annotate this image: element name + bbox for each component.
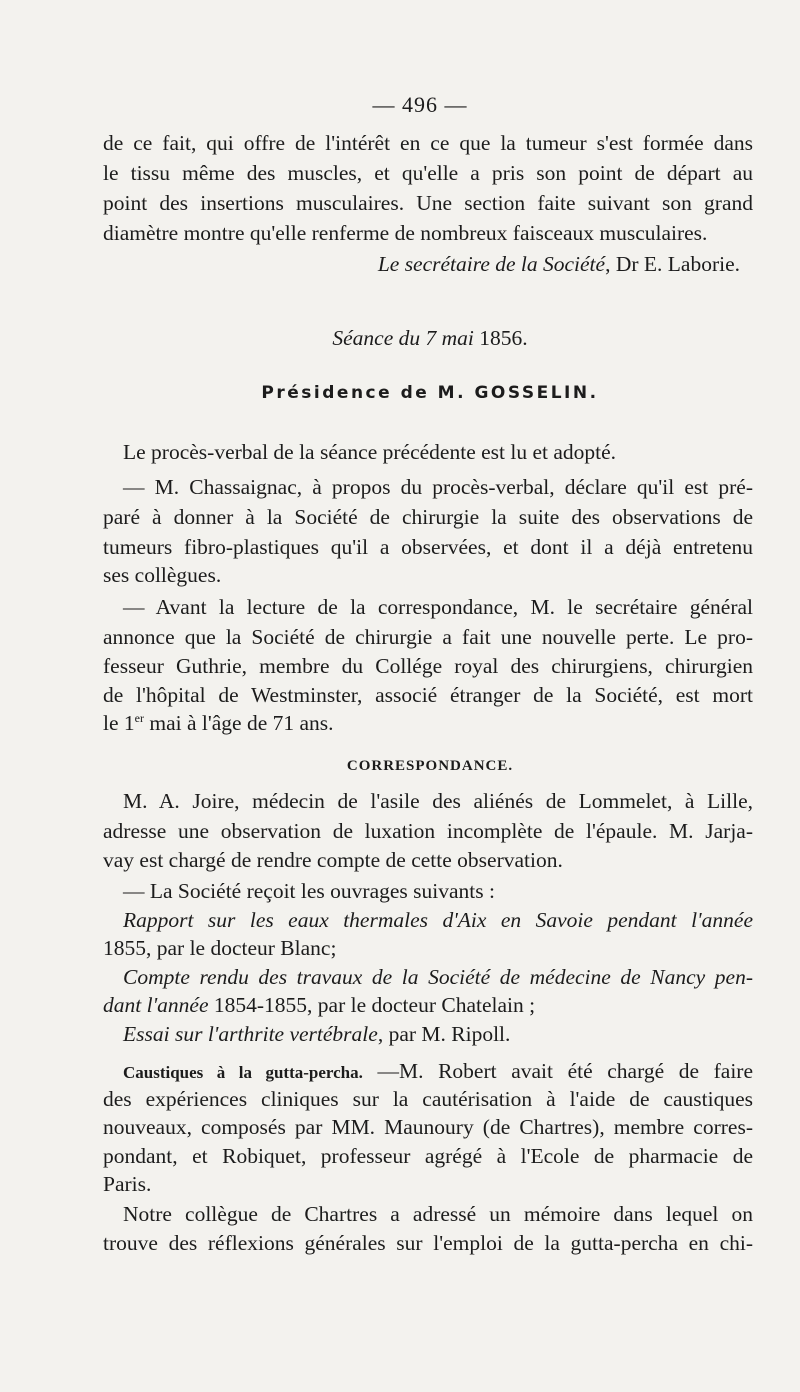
text-line: des expériences cliniques sur la cautérisation à l'aide de caustiques	[103, 1087, 753, 1111]
book-title: Rapport sur les eaux thermales d'Aix en Savoie pendant l'année	[123, 908, 753, 932]
signature-name: , Dr E. Laborie.	[605, 252, 740, 276]
text-line: Notre collègue de Chartres a adressé un mémoire dans lequel on	[123, 1202, 753, 1226]
section-run-in-heading: Caustiques à la gutta-percha.	[123, 1063, 363, 1082]
text-line	[103, 708, 753, 738]
presidence-heading: Présidence de M. GOSSELIN.	[261, 383, 599, 403]
superscript: er	[134, 710, 144, 725]
text-line: de l'hôpital de Westminster, associé étranger de la Société, est mort	[103, 683, 753, 707]
text-fragment: 1854-1855, par le docteur Chatelain ;	[208, 993, 536, 1017]
book-title: Compte rendu des travaux de la Société de médecine de Nancy pen-	[123, 965, 753, 989]
text-line	[123, 962, 753, 992]
text-line: le tissu même des muscles, et qu'elle a pris son point de départ au	[103, 161, 753, 185]
text-line: tumeurs fibro-plastiques qu'il a observées, et dont il a déjà entretenu	[103, 535, 753, 559]
text-line: — La Société reçoit les ouvrages suivants :	[123, 879, 495, 903]
text-line: — M. Chassaignac, à propos du procès-verbal, déclare qu'il est pré-	[123, 475, 753, 499]
text-line: point des insertions musculaires. Une section faite suivant son grand	[103, 191, 753, 215]
text-line: pondant, et Robiquet, professeur agrégé à l'Ecole de pharmacie de	[103, 1144, 753, 1168]
seance-title	[0, 323, 800, 353]
book-title: Essai sur l'arthrite vertébrale	[123, 1022, 378, 1046]
text-line: Le procès-verbal de la séance précédente est lu et adopté.	[123, 440, 617, 464]
text-fragment: le 1	[103, 711, 135, 735]
signature-role: Le secrétaire de la Société	[377, 252, 606, 276]
text-line: vay est chargé de rendre compte de cette observation.	[103, 848, 563, 872]
text-fragment: mai à l'âge de 71 ans.	[143, 711, 334, 735]
text-line: Paris.	[103, 1172, 152, 1196]
text-line: M. A. Joire, médecin de l'asile des aliénés de Lommelet, à Lille,	[123, 789, 753, 813]
book-title: dant l'année	[103, 993, 209, 1017]
text-line	[103, 990, 753, 1020]
text-line: de ce fait, qui offre de l'intérêt en ce que la tumeur s'est formée dans	[103, 131, 753, 155]
text-line: fesseur Guthrie, membre du Collége royal des chirurgiens, chirurgien	[103, 654, 753, 678]
signature-line	[300, 249, 740, 279]
text-line: ses collègues.	[103, 563, 222, 587]
text-fragment: 1855	[103, 936, 146, 960]
text-line: paré à donner à la Société de chirurgie la suite des observations de	[103, 505, 753, 529]
page-number: — 496 —	[372, 92, 468, 117]
text-line: trouve des réflexions générales sur l'emploi de la gutta-percha en chi-	[103, 1231, 753, 1255]
text-line: diamètre montre qu'elle renferme de nombreux faisceaux musculaires.	[103, 221, 708, 245]
text-line	[123, 1019, 773, 1049]
text-line: nouveaux, composés par MM. Maunoury (de Chartres), membre corres-	[103, 1115, 753, 1139]
text-line	[103, 933, 753, 963]
seance-year: 1856.	[479, 326, 528, 350]
text-fragment: , par M. Ripoll.	[377, 1022, 511, 1046]
text-fragment: —M. Robert avait été chargé de faire	[362, 1059, 754, 1083]
text-line	[123, 905, 753, 935]
seance-label: Séance du 7 mai	[332, 326, 480, 350]
text-line: — Avant la lecture de la correspondance, M. le secrétaire général	[123, 595, 753, 619]
text-fragment: , par le docteur Blanc;	[146, 936, 337, 960]
correspondance-heading: CORRESPONDANCE.	[346, 758, 514, 774]
text-line: adresse une observation de luxation incomplète de l'épaule. M. Jarja-	[103, 819, 753, 843]
text-line: annonce que la Société de chirurgie a fait une nouvelle perte. Le pro-	[103, 625, 753, 649]
